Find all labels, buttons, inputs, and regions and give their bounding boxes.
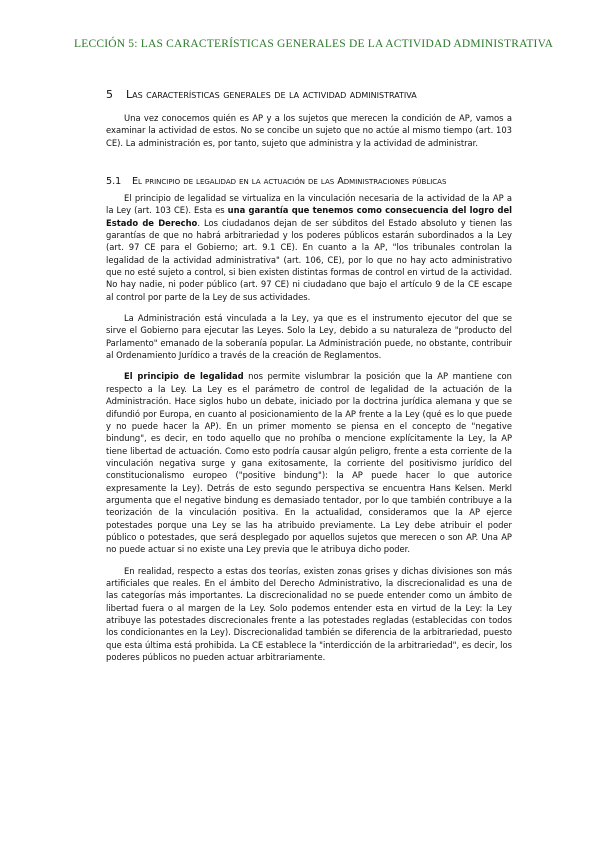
p3-text: nos permite vislumbrar la posición que la AP mantiene con respecto a la Ley. La Ley es el parámetro de control de legalidad de la actuación de la Administración. Hace siglos hubo un debate, iniciado por la doctrina jurídica alemana y que se difundió por Europa, en cuanto al posicionamiento de la AP frente a la Ley (qué es lo que puede y no puede hacer la AP). En un primer momento se piensa en el concepto de "negative bindung", es decir, en todo aquello que no prohíba o mencione explícitamente la Ley, la AP tiene libertad de actuación. Como esto podría causar algún peligro, frente a esta corriente de la vinculación negativa surge y gana exitosamente, la corriente del positivismo jurídico del constitucionalismo europeo ("positive bindung"): la AP puede hacer lo que autorice expresamente la Ley). Detrás de esto segundo perspectiva se encuentra Hans Kelsen. Merkl argumenta que el negative bindung es demasiado tentador, por lo que también contribuye a la teorización de la vinculación positiva. En la actualidad, consideramos que la AP ejerce potestades porque una Ley se las ha atribuido previamente. La Ley debe atribuir el poder público o potestades, que será desplegado por aquellos sujetos que merecen o son AP. Una AP no puede actuar si no existe una Ley previa que le atribuya dicho poder. (106, 371, 512, 555)
section-title: Las características generales de la actividad administrativa (126, 88, 417, 101)
paragraph-legality-principle (106, 192, 512, 303)
p1-text-a: El principio de legalidad se virtualiza en la vinculación necesaria de la actividad de la AP a la Ley (art. 103 CE). Esta es (106, 193, 512, 216)
p1-emphasis: una garantía que tenemos como consecuencia del logro del Estado de Derecho (106, 205, 512, 228)
p1-text-c: . Los ciudadanos dejan de ser súbditos del Estado absoluto y tienen las garantías de que no habrá arbitrariedad y los poderes públicos estarán subordinados a la Ley (art. 97 CE para el Gobierno; art. 9.1 CE). En cuanto a la AP, "los tribunales controlan la legalidad de la actividad administrativa" (art. 106, CE), por lo que no hay acto administrativo que no esté sujeto a control, si bien existen distintas formas de control en virtud de la actividad. No hay nadie, ni poder público (art. 97 CE) ni ciudadano que bajo el artículo 9 de la CE escape al control por parte de la Ley de sus actividades. (106, 217, 512, 302)
section-number: 5 (106, 88, 113, 101)
paragraph-binding-theories (106, 370, 512, 555)
section-heading (106, 88, 526, 101)
subsection-title: El principio de legalidad en la actuación de las Administraciones públicas (132, 176, 447, 187)
running-header: LECCIÓN 5: LAS CARACTERÍSTICAS GENERALES DE LA ACTIVIDAD ADMINISTRATIVA (74, 38, 554, 50)
paragraph-administration-law: La Administración está vinculada a la Ley, ya que es el instrumento ejecutor del que se sirve el Gobierno para ejecutar las Leyes. Solo la Ley, debido a su naturaleza de "producto del Parlamento" emanado de la soberanía popular. La Administración puede, no obstante, contribuir al Ordenamiento Jurídico a través de la creación de Reglamentos. (106, 313, 512, 361)
p3-emphasis: El principio de legalidad (124, 371, 244, 382)
body-block (106, 192, 512, 663)
paragraph-discretion: En realidad, respecto a estas dos teorías, existen zonas grises y dichas divisiones son más artificiales que reales. En el ámbito del Derecho Administrativo, la discrecionalidad es una de las categorías más importantes. La discrecionalidad no se puede entender como un ámbito de libertad fuera o al margen de la Ley. Solo podemos entender esta en virtud de la Ley: la Ley atribuye las potestades discrecionales frente a las potestades regladas (establecidas con todos los condicionantes en la Ley). Discrecionalidad también se diferencia de la arbitrariedad, puesto que esta última está prohibida. La CE establece la "interdicción de la arbitrariedad", es decir, los poderes públicos no pueden actuar arbitrariamente. (106, 565, 512, 663)
subsection-heading (106, 176, 526, 187)
intro-paragraph: Una vez conocemos quién es AP y a los sujetos que merecen la condición de AP, vamos a examinar la actividad de estos. No se concibe un sujeto que no actúe al mismo tiempo (art. 103 CE). La administración es, por tanto, sujeto que administra y la actividad de administrar. (106, 113, 512, 148)
intro-block (106, 112, 512, 149)
subsection-number: 5.1 (106, 176, 122, 187)
